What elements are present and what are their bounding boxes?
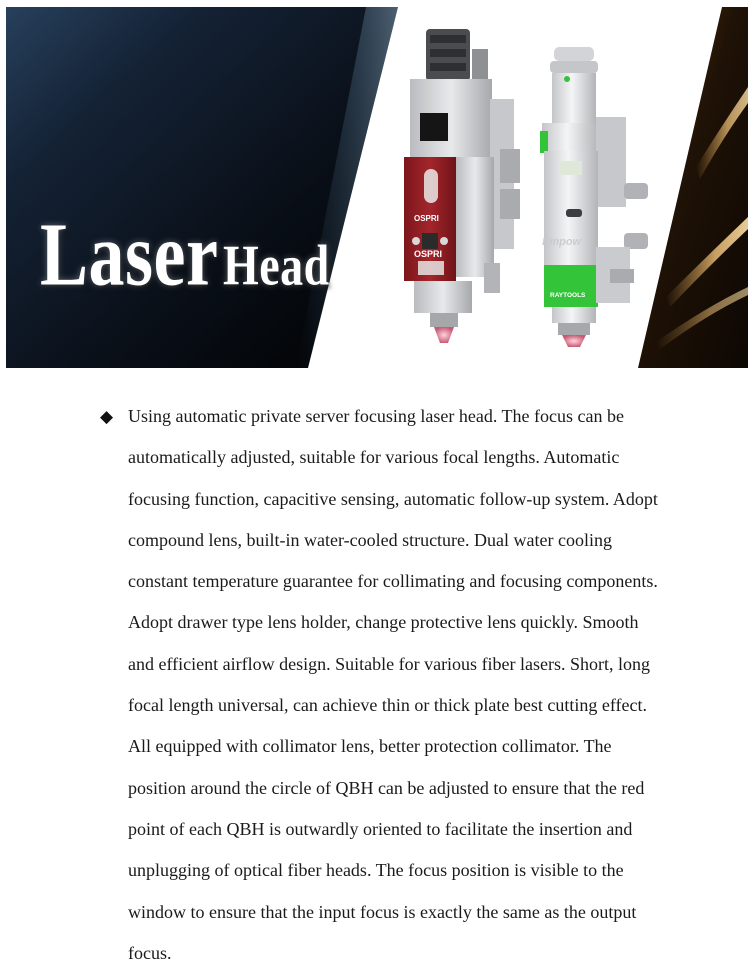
svg-text:OSPRI: OSPRI (414, 249, 443, 259)
description-text: Using automatic private server focusing laser head. The focus can be automatically adjusted, suitable for various focal lengths. Automatic focusing function, capacitive sensing, automatic follow-up system. Adopt compound lens, built-in water-cooled structure. Dual water cooling constant temperature guarantee for collimating and focusing components. Adopt drawer type lens holder, change protective lens quickly. Smooth and efficient airflow design. Suitable for various fiber lasers. Short, long focal length universal, can achieve thin or thick plate best cutting effect. All equipped with collimator lens, better protection collimator. The position around the circle of QBH can be adjusted to ensure that the red point of each QBH is outwardly oriented to facilitate the insertion and unplugging of optical fiber heads. The focus position is visible to the window to ensure that the input focus is exactly the same as the output focus. (128, 406, 658, 963)
svg-text:RAYTOOLS: RAYTOOLS (550, 292, 586, 299)
gold-background-panel (638, 7, 748, 368)
banner-artwork (6, 7, 748, 368)
svg-text:OSPRI: OSPRI (414, 214, 439, 223)
banner-title-main: Laser (40, 204, 219, 305)
diamond-bullet-icon: ◆ (100, 407, 114, 426)
banner-title-sub: Head (222, 233, 330, 297)
product-description (100, 396, 660, 974)
svg-text:Empow: Empow (542, 236, 582, 248)
laser-head-left-image (404, 29, 520, 343)
banner-title (40, 203, 330, 307)
laser-head-right-image (540, 47, 648, 347)
product-banner (6, 7, 748, 368)
